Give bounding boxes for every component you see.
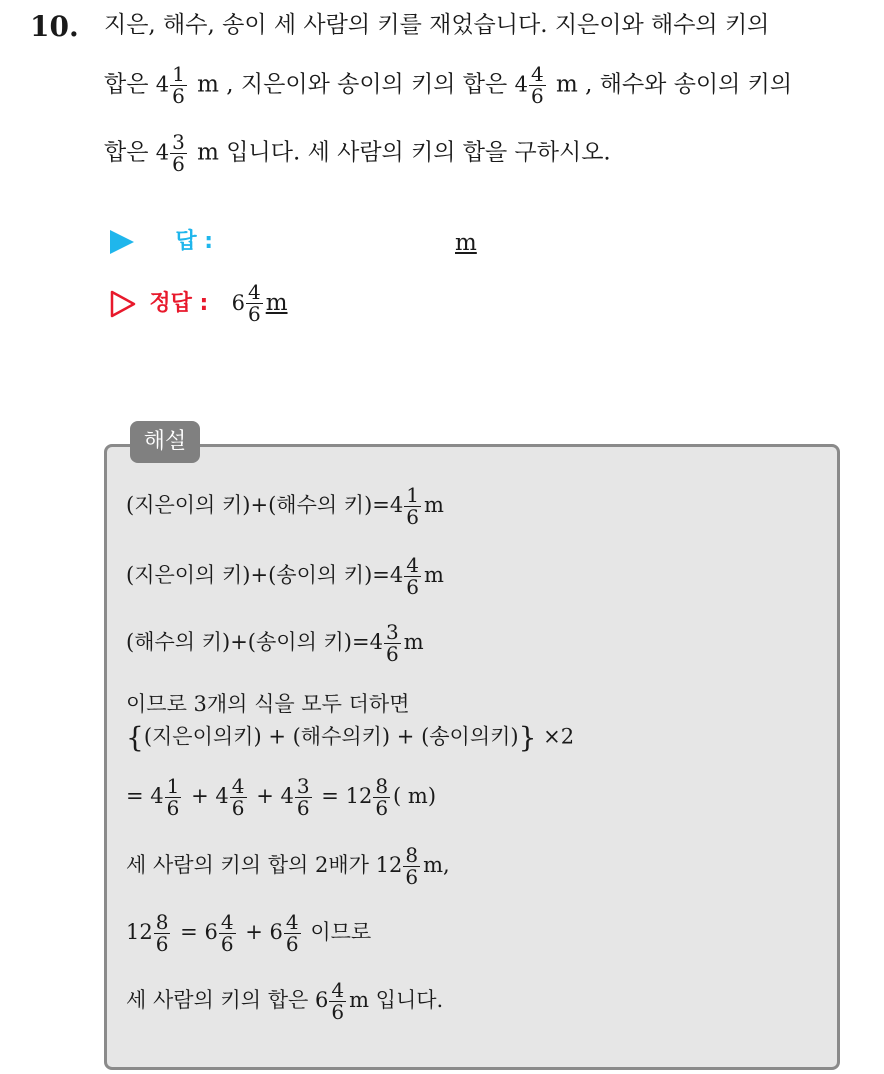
play-triangle-icon [110, 230, 134, 254]
solution-eq-3: (해수의 키)+(송이의 키)=4 $\frac{3}{6}$ m [126, 620, 424, 666]
question-line-1: 지은, 해수, 송이 세 사람의 키를 재었습니다. 지은이와 해수의 키의 [104, 12, 770, 38]
answer-label: 답 : [175, 229, 214, 254]
q3-whole: 4 [155, 140, 170, 165]
solution-line-8: 12 $\frac{8}{6}$ = 6 $\frac{4}{6}$ + 6 $\frac{4}{6}$ 이므로 [126, 910, 372, 956]
solution-tab: 해설 [130, 421, 200, 463]
answer-blank[interactable] [455, 232, 477, 255]
correct-value: 6 $\frac{4}{6}$ m [231, 280, 288, 326]
solution-eq-2: (지은이의 키)+(송이의 키)=4 $\frac{4}{6}$ m [126, 553, 444, 599]
q2-fraction-2: $\frac{4}{6}$ [530, 62, 544, 108]
q2-mid-1: m , 지은이와 송이의 키의 합은 [197, 71, 508, 98]
answer-row [110, 230, 213, 254]
q2-mid-2: m , 해수와 송이의 키의 [555, 71, 793, 98]
q2-whole-2: 4 [514, 72, 528, 97]
outline-triangle-icon [110, 290, 136, 318]
correct-answer-row [110, 282, 288, 325]
q2-whole-1: 4 [155, 72, 170, 97]
q2-pre: 합은 [104, 71, 149, 98]
correct-label: 정답 : [149, 290, 209, 316]
q3-pre: 합은 [104, 139, 149, 166]
solution-line-7: 세 사람의 키의 합의 2배가 12 $\frac{8}{6}$ m, [126, 843, 450, 889]
solution-line-5: {(지은이의키) + (해수의키) + (송이의키)} ×2 [126, 721, 575, 754]
solution-line-6: = 4 $\frac{1}{6}$ + 4 $\frac{4}{6}$ + 4 $\frac{3}{6}$ = 12 $\frac{8}{6}$ ( m) [126, 774, 437, 820]
q3-post: m 입니다. 세 사람의 키의 합을 구하시오. [197, 139, 611, 166]
question-number: 10. [30, 10, 79, 43]
solution-line-4: 이므로 3개의 식을 모두 더하면 [126, 692, 410, 716]
q3-fraction: $\frac{3}{6}$ [172, 130, 185, 176]
question-line-2 [104, 64, 792, 107]
solution-line-9: 세 사람의 키의 합은 6 $\frac{4}{6}$ m 입니다. [126, 978, 444, 1024]
question-line-3 [104, 132, 611, 175]
q2-fraction-1: $\frac{1}{6}$ [172, 62, 185, 108]
answer-unit: m [455, 230, 477, 256]
solution-eq-1: (지은이의 키)+(해수의 키)=4 $\frac{1}{6}$ m [126, 483, 444, 529]
solution-box [104, 444, 840, 1070]
